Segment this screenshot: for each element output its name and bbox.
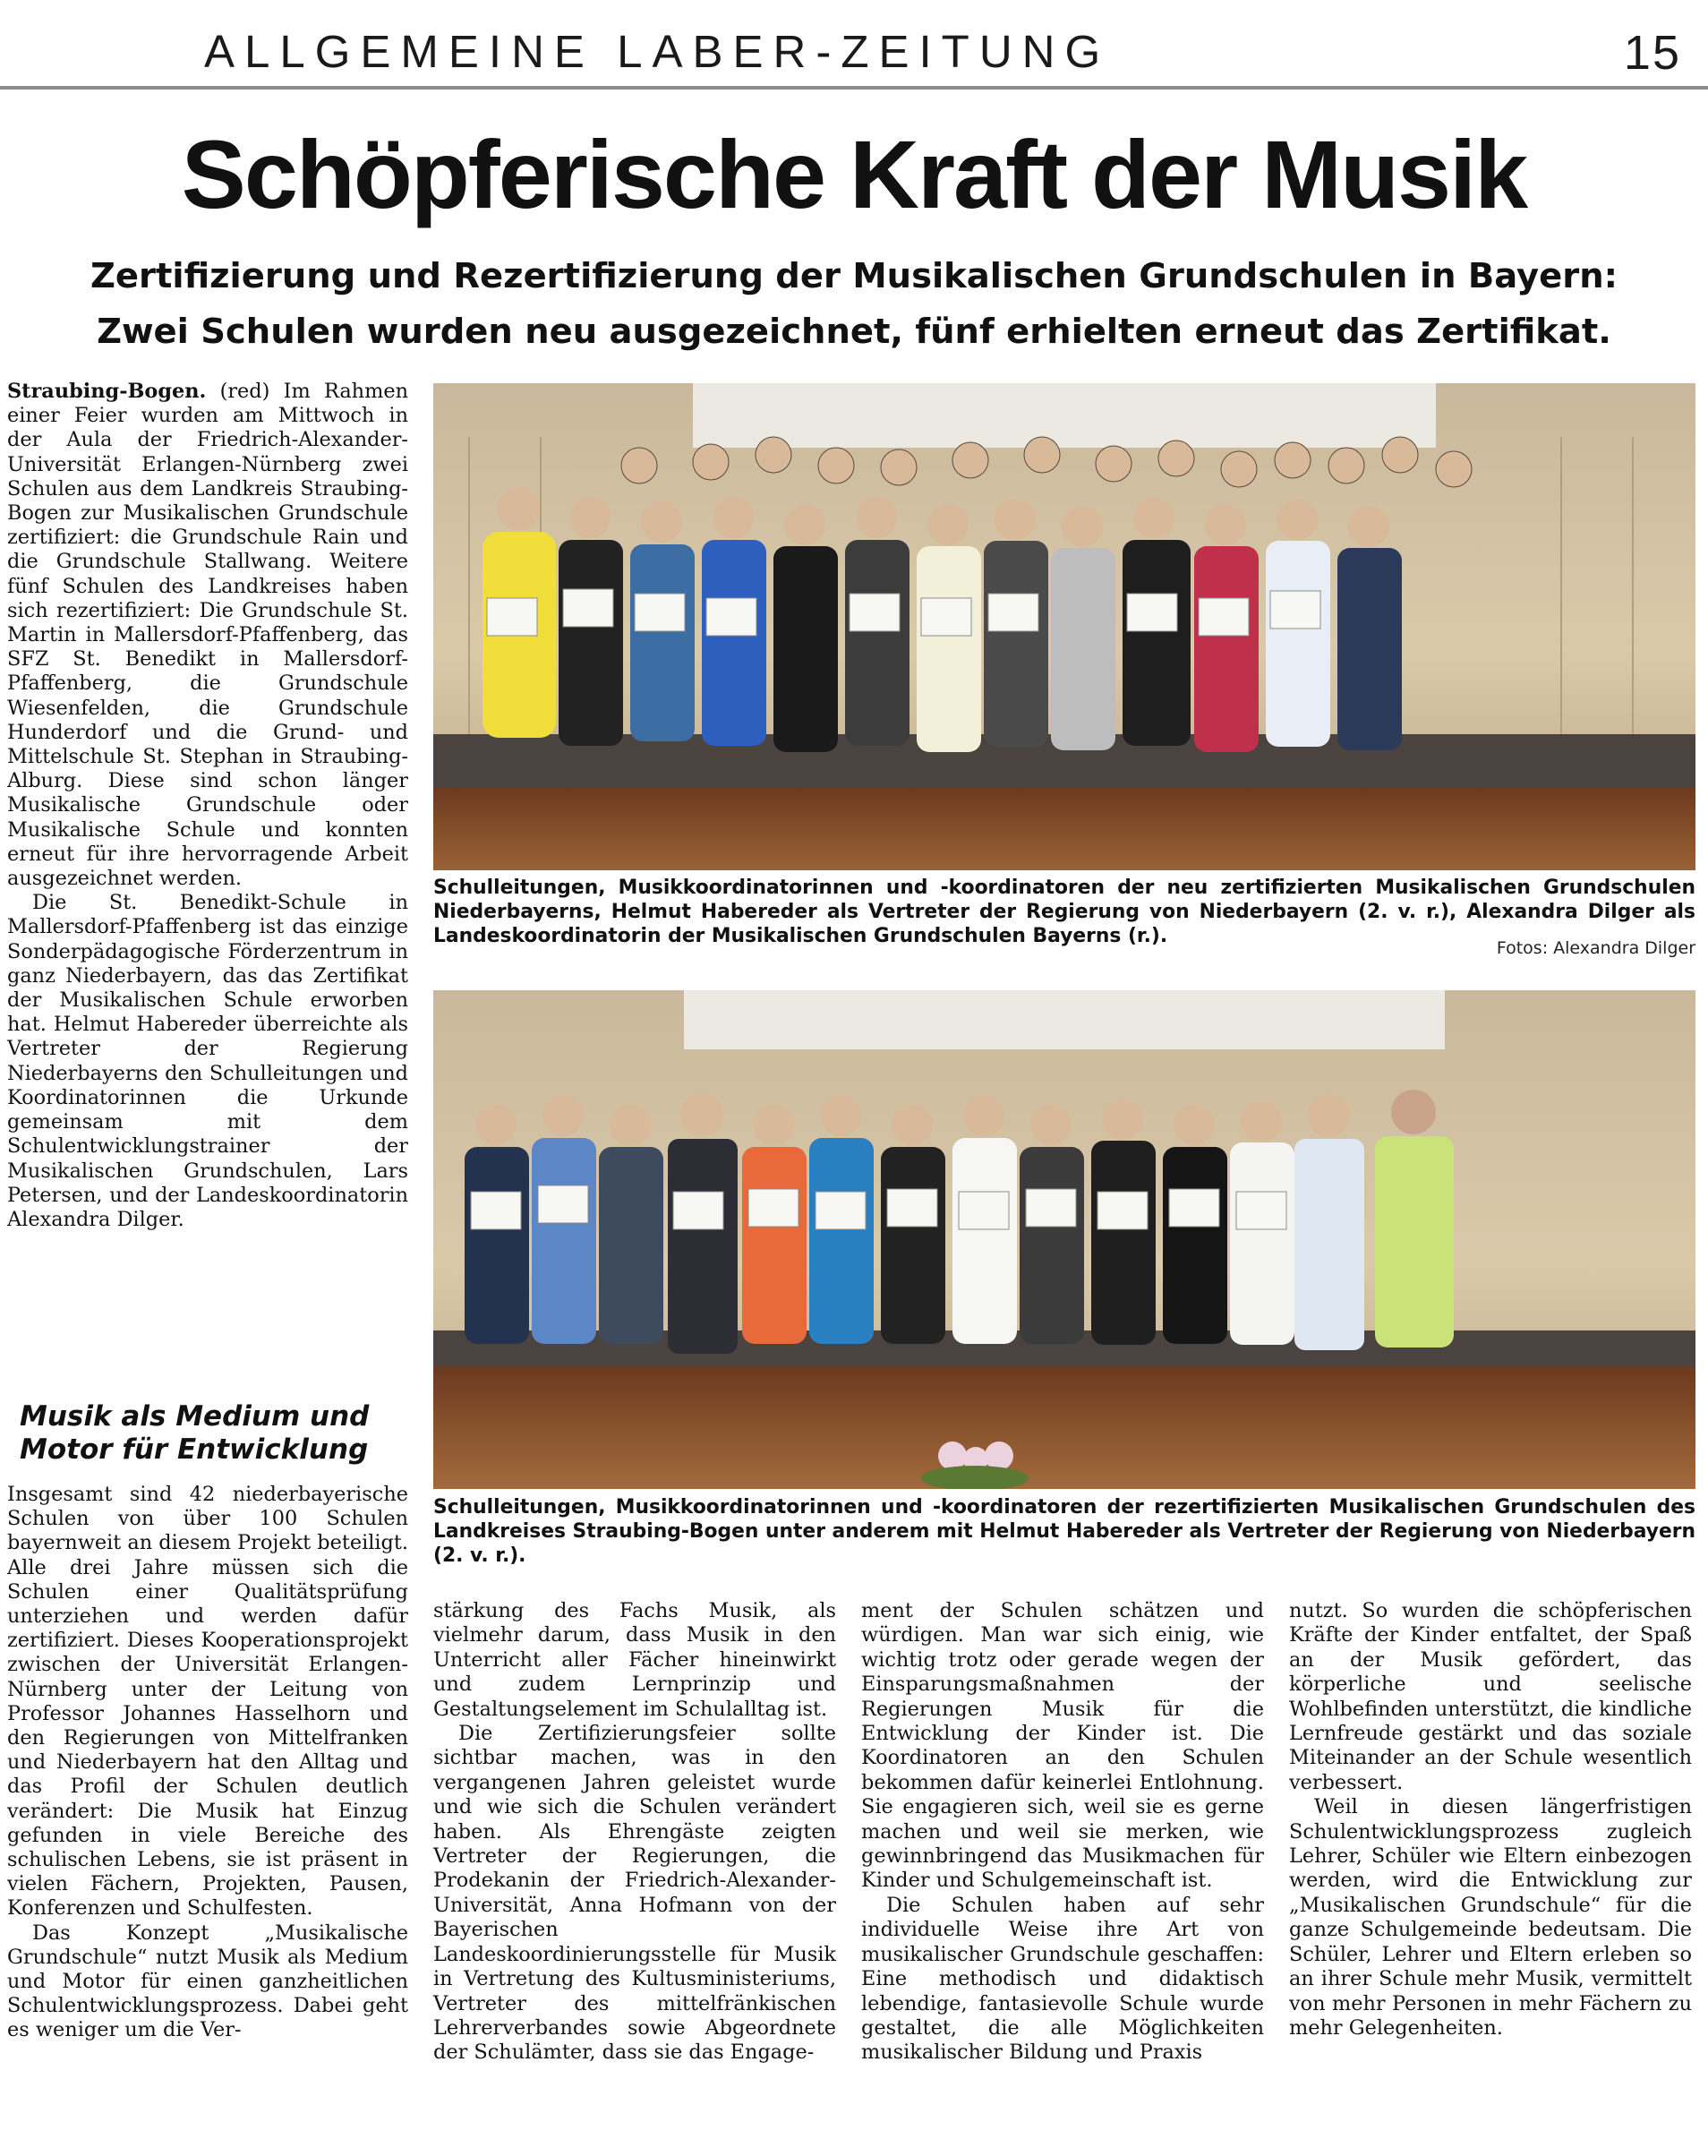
photo-caption-top: Schulleitungen, Musikkoordinatorinnen und -koordinatoren der neu zertifizierten Musikalischen Grundschulen Niederbayerns, Helmut Habereder als Vertreter der Regierung von Niederbayern (2. v. r.), Alexandra Dilger als Landeskoordinatorin der Musikalischen Grundschulen Bayerns (r.). [433, 877, 1695, 947]
headline: Schöpferische Kraft der Musik [181, 120, 1527, 228]
col3-continuation: ment der Schulen schätzen und würdigen. Man war sich einig, wie wichtig trotz oder gerade wegen der Einsparungsmaßnahmen der Regierungen Musik für die Entwicklung der Kinder ist. Die Koordinatoren an den Schulen bekommen dafür keinerlei Entlohnung. Sie engagieren sich, weil sie es gerne machen und weil sie merken, wie gewinnbringend das Musikmachen für Kinder und Schulgemeinschaft ist. [861, 1599, 1264, 1893]
col2-paragraph: Die Zertifizierungsfeier sollte sichtbar machen, was in den vergangenen Jahren geleistet wurde und wie sich die Schulen verändert haben. Als Ehrengäste zeigten Vertreter der Regierungen, die Prodekanin der Friedrich-Alexander-Universität, Anna Hofmann von der Bayerischen Landeskoordinierungsstelle für Musik in Vertretung des Kultusministeriums, Vertreter des mittelfränkischen Lehrerverbandes sowie Abgeordnete der Schulämter, dass sie das Engage- [433, 1722, 836, 2065]
photo-new-certified-schools [433, 383, 1695, 870]
paragraph-2: Die St. Benedikt-Schule in Mallersdorf-Pfaffenberg ist das einzige Sonderpädagogische Förderzentrum in ganz Niederbayern, das das Zertifikat der Musikalischen Schule erworben hat. Helmut Habereder überreichte als Vertreter der Regierung Niederbayerns den Schulleitungen und Koordinatorinnen die Urkunde gemeinsam mit dem Schulentwicklungstrainer der Musikalischen Grundschulen, Lars Petersen, und der Landeskoordinatorin Alexandra Dilger. [7, 891, 408, 1231]
newspaper-name: ALLGEMEINE LABER-ZEITUNG [204, 26, 1111, 77]
dateline: Straubing-Bogen. [7, 380, 207, 403]
subheadline [0, 249, 1708, 360]
photo-credit: Fotos: Alexandra Dilger [1496, 938, 1695, 958]
lead-text: (red) Im Rahmen einer Feier wurden am Mittwoch in der Aula der Friedrich-Alexander-Universität Erlangen-Nürnberg zwei Schulen aus dem Landkreis Straubing-Bogen zur Musikalischen Grundschule zertifiziert: die Grundschule Rain und die Grundschule Stallwang. Weitere fünf Schulen des Landkreises haben sich rezertifiziert: Die Grundschule St. Martin in Mallersdorf-Pfaffenberg, das SFZ St. Benedikt in Mallersdorf-Pfaffenberg, die Grundschule Wiesenfelden, die Grundschule Hunderdorf und die Grund- und Mittelschule St. Stephan in Straubing-Alburg. Diese sind schon länger Musikalische Grundschule oder Musikalische Schule und konnten erneut für ihre hervorragende Arbeit ausgezeichnet werden. [7, 380, 408, 891]
article-left-column-lower [7, 1483, 408, 2043]
col3-paragraph: Die Schulen haben auf sehr individuelle Weise ihre Art von musikalischer Grundschule geschaffen: Eine methodisch und didaktisch lebendige, fantasievolle Schule wurde gestaltet, die alle Möglichkeiten musikalischer Bildung und Praxis [861, 1893, 1264, 2065]
col4-paragraph: Weil in diesen längerfristigen Schulentwicklungsprozess zugleich Lehrer, Schüler wie Eltern einbezogen werden, wird die Entwicklung zur „Musikalischen Grundschule“ für die ganze Schulgemeinde bedeutsam. Die Schüler, Lehrer und Eltern erleben so an ihrer Schule mehr Musik, vermittelt von mehr Personen in mehr Fächern zu mehr Gelegenheiten. [1289, 1795, 1692, 2040]
article-subheading: Musik als Medium und Motor für Entwicklung [20, 1400, 370, 1466]
article-column-2 [433, 1599, 836, 2066]
group-photo-bottom [433, 990, 1695, 1489]
photo-recertified-schools [433, 990, 1695, 1489]
photo-caption-bottom: Schulleitungen, Musikkoordinatorinnen und -koordinatoren der rezertifizierten Musikalischen Grundschulen des Landkreises Straubing-Bogen unter anderem mit Helmut Habereder als Vertreter der Regierung von Niederbayern (2. v. r.). [433, 1496, 1695, 1567]
paragraph-4: Das Konzept „Musikalische Grundschule“ nutzt Musik als Medium und Motor für einen ganzheitlichen Schulentwicklungsprozess. Dabei geht es weniger um die Ver- [7, 1921, 408, 2042]
article-column-4 [1289, 1599, 1692, 2040]
subheadline-line-1: Zertifizierung und Rezertifizierung der Musikalischen Grundschulen in Bayern: [90, 256, 1618, 296]
article-column-3 [861, 1599, 1264, 2066]
masthead [0, 0, 1708, 90]
article-left-column [7, 380, 408, 1232]
col4-continuation: nutzt. So wurden die schöpferischen Kräfte der Kinder entfaltet, der Spaß an der Musik gefördert, das körperliche und seelische Wohlbefinden unterstützt, die kindliche Lernfreude gestärkt und das soziale Miteinander an der Schule wesentlich verbessert. [1289, 1599, 1692, 1794]
subheadline-line-2: Zwei Schulen wurden neu ausgezeichnet, fünf erhielten erneut das Zertifikat. [97, 312, 1611, 352]
group-photo-top [433, 383, 1695, 870]
page-number: 15 [1623, 26, 1681, 80]
paragraph-3: Insgesamt sind 42 niederbayerische Schulen von über 100 Schulen bayernweit an diesem Projekt beteiligt. Alle drei Jahre müssen sich die Schulen einer Qualitätsprüfung unterziehen und werden dafür zertifiziert. Dieses Kooperationsprojekt zwischen der Universität Erlangen-Nürnberg unter der Leitung von Professor Johannes Hasselhorn und den Regierungen von Mittelfranken und Niederbayern hat den Alltag und das Profil der Schulen deutlich verändert: Die Musik hat Einzug gefunden in viele Bereiche des schulischen Lebens, sie ist präsent in vielen Fächern, Projekten, Pausen, Konferenzen und Schulfesten. [7, 1483, 409, 1921]
lead-paragraph [7, 380, 408, 891]
col2-continuation: stärkung des Fachs Musik, als vielmehr darum, dass Musik in den Unterricht aller Fächer hineinwirkt und zudem Lernprinzip und Gestaltungselement im Schulalltag ist. [433, 1599, 836, 1721]
